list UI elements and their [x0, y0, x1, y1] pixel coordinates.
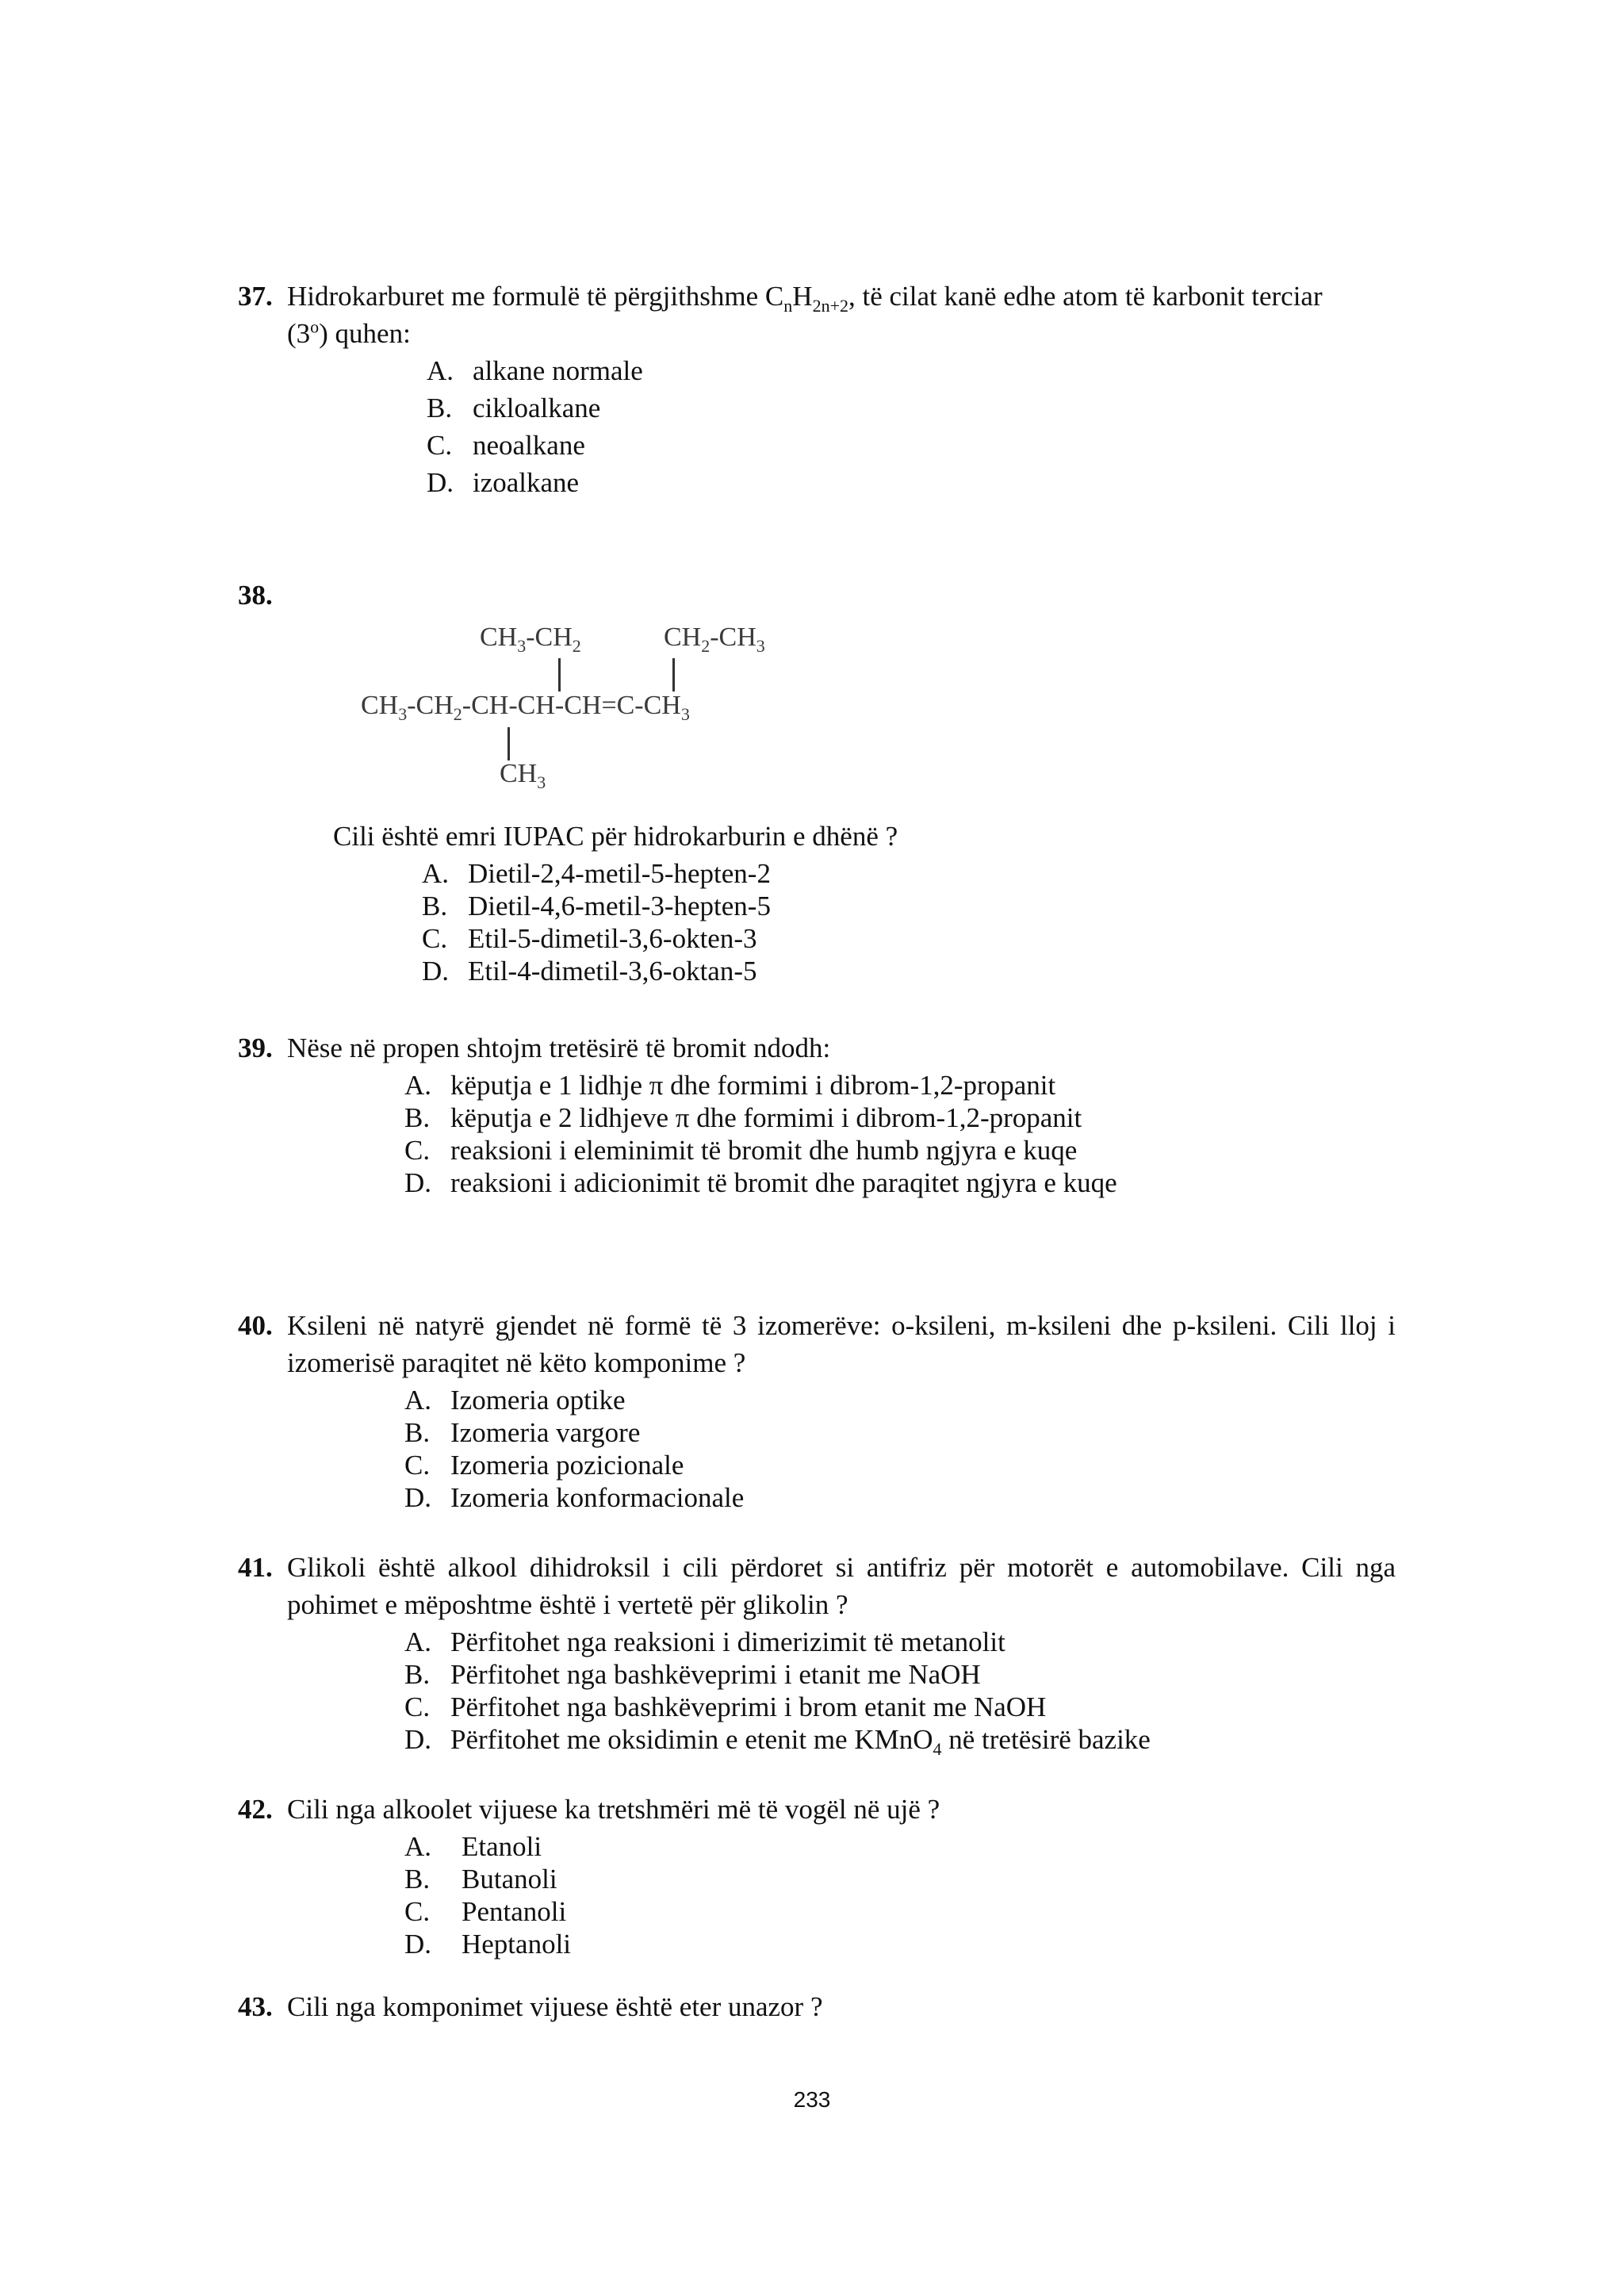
- question-41-text: 41. Glikoli është alkool dihidroksil i cili përdoret si antifriz për motorët e automobilave. Cili nga: [238, 1549, 1396, 1586]
- question-number: 37.: [238, 281, 273, 312]
- option-d[interactable]: D. reaksioni i adicionimit të bromit dhe paraqitet ngjyra e kuqe: [404, 1167, 1117, 1198]
- option-a[interactable]: A. Dietil-2,4-metil-5-hepten-2: [422, 858, 771, 889]
- page-number: 233: [793, 2087, 831, 2112]
- question-39-text: Nëse në propen shtojm tretësirë të bromit ndodh:: [287, 1032, 831, 1063]
- option-b[interactable]: B. Dietil-4,6-metil-3-hepten-5: [422, 891, 771, 921]
- option-b[interactable]: B. këputja e 2 lidhjeve π dhe formimi i dibrom-1,2-propanit: [404, 1102, 1082, 1133]
- option-a[interactable]: A. Përfitohet nga reaksioni i dimerizimit të metanolit: [404, 1626, 1005, 1657]
- option-c[interactable]: C. neoalkane: [427, 430, 585, 461]
- bond-line: [508, 727, 510, 760]
- question-42: [238, 1791, 1396, 1958]
- option-c[interactable]: C. reaksioni i eleminimit të bromit dhe humb ngjyra e kuqe: [404, 1135, 1078, 1166]
- question-40-text: 40. Ksileni në natyrë gjendet në formë të 3 izomerëve: o-ksileni, m-ksileni dhe p-ksileni. Cili lloj i: [238, 1307, 1396, 1344]
- question-number: 40.: [238, 1310, 273, 1341]
- formula-main-chain: $CH_3-CH_2-CH-CH-CH=C-CH_3$: [361, 691, 690, 724]
- question-38-body: [333, 818, 1364, 985]
- formula-top-left: $CH_3-CH_2$: [480, 623, 581, 656]
- option-a[interactable]: A. Izomeria optike: [404, 1385, 626, 1416]
- option-c[interactable]: C. Pentanoli: [404, 1896, 567, 1927]
- question-43: [238, 1988, 1396, 2025]
- question-number: 42.: [238, 1794, 273, 1825]
- options-list: [238, 1381, 1396, 1511]
- option-b[interactable]: B. cikloalkane: [427, 393, 601, 423]
- option-c[interactable]: C. Izomeria pozicionale: [404, 1450, 684, 1481]
- question-37-text-line2: (3$^o$) quhen:: [287, 316, 411, 349]
- options-list: [238, 1623, 1396, 1759]
- option-a[interactable]: A. këputja e 1 lidhje π dhe formimi i dibrom-1,2-propanit: [404, 1070, 1056, 1101]
- question-38: [238, 577, 1396, 614]
- question-39: [238, 1029, 1396, 1197]
- option-a[interactable]: A. alkane normale: [427, 355, 643, 386]
- option-c[interactable]: C. Përfitohet nga bashkëveprimi i brom etanit me NaOH: [404, 1691, 1047, 1722]
- formula-bottom: $CH_3$: [500, 759, 546, 792]
- option-d[interactable]: D. Përfitohet me oksidimin e etenit me KMnO$_4$ në tretësirë bazike: [404, 1724, 1151, 1759]
- question-number: 39.: [238, 1032, 273, 1063]
- question-number: 41.: [238, 1552, 273, 1583]
- option-b[interactable]: B. Butanoli: [404, 1864, 557, 1894]
- option-b[interactable]: B. Përfitohet nga bashkëveprimi i etanit me NaOH: [404, 1659, 981, 1690]
- question-41-text-line2: pohimet e mëposhtme është i vertetë për glikolin ?: [287, 1589, 848, 1620]
- question-43-text: Cili nga komponimet vijuese është eter unazor ?: [287, 1991, 823, 2022]
- question-37: [238, 278, 1396, 501]
- option-c[interactable]: C. Etil-5-dimetil-3,6-okten-3: [422, 923, 757, 954]
- question-38-text: Cili është emri IUPAC për hidrokarburin e dhënë ?: [333, 821, 898, 852]
- options-list: [238, 352, 1396, 501]
- formula-top-right: $CH_2-CH_3$: [664, 623, 765, 656]
- option-d[interactable]: D. Izomeria konformacionale: [404, 1482, 745, 1513]
- question-41: [238, 1549, 1396, 1759]
- question-number: 38.: [238, 580, 273, 611]
- question-37-text: 37. Hidrokarburet me formulë të përgjithshme $C_nH_{2n+2}$, të cilat kanë edhe atom të karbonit terciar: [238, 278, 1396, 315]
- question-number: 43.: [238, 1991, 273, 2022]
- option-d[interactable]: D. Heptanoli: [404, 1929, 572, 1960]
- option-d[interactable]: D. Etil-4-dimetil-3,6-oktan-5: [422, 956, 757, 987]
- options-list: [333, 855, 1364, 985]
- structural-formula: [361, 623, 805, 805]
- option-d[interactable]: D. izoalkane: [427, 467, 580, 498]
- bond-line: [558, 658, 561, 692]
- question-42-text: Cili nga alkoolet vijuese ka tretshmëri më të vogël në ujë ?: [287, 1794, 940, 1825]
- options-list: [238, 1828, 1396, 1958]
- question-40: [238, 1307, 1396, 1511]
- option-b[interactable]: B. Izomeria vargore: [404, 1417, 641, 1448]
- option-a[interactable]: A. Etanoli: [404, 1831, 542, 1862]
- question-40-text-line2: izomerisë paraqitet në këto komponime ?: [287, 1347, 746, 1378]
- bond-line: [672, 658, 675, 692]
- options-list: [238, 1067, 1396, 1197]
